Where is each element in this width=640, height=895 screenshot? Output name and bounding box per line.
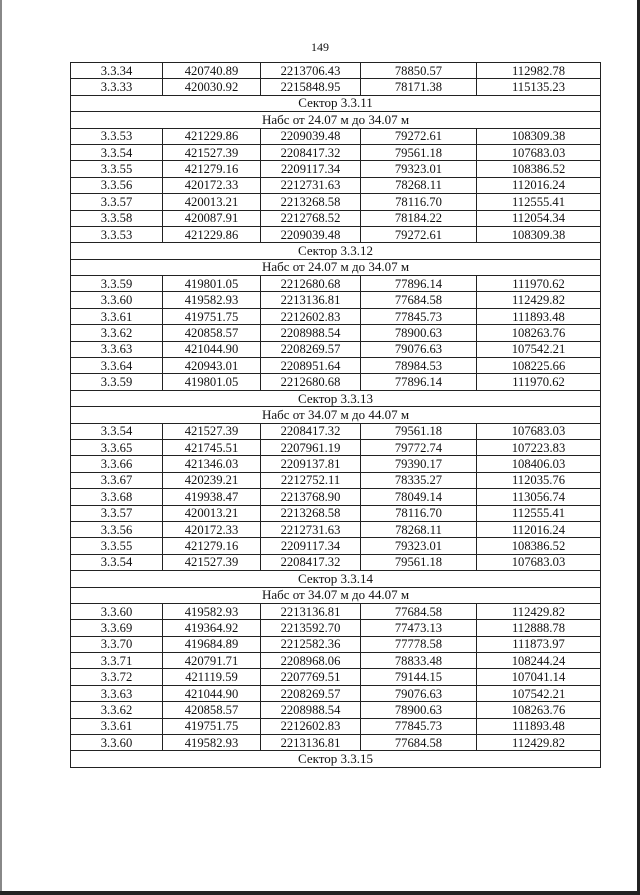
coord-x-cell: 420172.33 bbox=[163, 177, 261, 193]
coord-local-x-cell: 78984.53 bbox=[361, 358, 477, 374]
coord-x-cell: 421044.90 bbox=[163, 685, 261, 701]
coord-x-cell: 419582.93 bbox=[163, 292, 261, 308]
coord-local-x-cell: 78335.27 bbox=[361, 472, 477, 488]
coord-y-cell: 2213136.81 bbox=[261, 735, 361, 751]
table-row bbox=[71, 292, 601, 308]
coord-local-y-cell: 108386.52 bbox=[477, 161, 601, 177]
coord-x-cell: 421229.86 bbox=[163, 128, 261, 144]
coord-y-cell: 2213136.81 bbox=[261, 292, 361, 308]
table-row bbox=[71, 718, 601, 734]
coord-x-cell: 420172.33 bbox=[163, 521, 261, 537]
coord-x-cell: 421279.16 bbox=[163, 161, 261, 177]
coord-x-cell: 421745.51 bbox=[163, 439, 261, 455]
table-row bbox=[71, 210, 601, 226]
point-id-cell: 3.3.60 bbox=[71, 735, 163, 751]
coord-x-cell: 421044.90 bbox=[163, 341, 261, 357]
coord-local-x-cell: 78900.63 bbox=[361, 702, 477, 718]
coord-x-cell: 420013.21 bbox=[163, 194, 261, 210]
coord-y-cell: 2212602.83 bbox=[261, 718, 361, 734]
coord-x-cell: 419751.75 bbox=[163, 718, 261, 734]
coord-local-y-cell: 112429.82 bbox=[477, 292, 601, 308]
point-id-cell: 3.3.58 bbox=[71, 210, 163, 226]
table-row bbox=[71, 177, 601, 193]
coordinates-table-body bbox=[71, 63, 601, 768]
coord-y-cell: 2213268.58 bbox=[261, 194, 361, 210]
sector-title: Сектор 3.3.13 bbox=[71, 390, 601, 406]
coord-local-x-cell: 78116.70 bbox=[361, 194, 477, 210]
point-id-cell: 3.3.34 bbox=[71, 63, 163, 79]
table-row bbox=[71, 472, 601, 488]
point-id-cell: 3.3.56 bbox=[71, 177, 163, 193]
coord-y-cell: 2209117.34 bbox=[261, 538, 361, 554]
sector-header-row bbox=[71, 243, 601, 259]
coord-local-y-cell: 112035.76 bbox=[477, 472, 601, 488]
coord-y-cell: 2212768.52 bbox=[261, 210, 361, 226]
coord-y-cell: 2208417.32 bbox=[261, 423, 361, 439]
sector-depth-range: Набс от 34.07 м до 44.07 м bbox=[71, 407, 601, 423]
sector-header-row bbox=[71, 571, 601, 587]
coord-local-y-cell: 111893.48 bbox=[477, 308, 601, 324]
coord-y-cell: 2209039.48 bbox=[261, 128, 361, 144]
coord-local-y-cell: 112429.82 bbox=[477, 603, 601, 619]
sector-title: Сектор 3.3.12 bbox=[71, 243, 601, 259]
table-row bbox=[71, 653, 601, 669]
coord-local-x-cell: 77684.58 bbox=[361, 292, 477, 308]
table-row bbox=[71, 521, 601, 537]
point-id-cell: 3.3.53 bbox=[71, 226, 163, 242]
coord-local-y-cell: 115135.23 bbox=[477, 79, 601, 95]
coord-local-x-cell: 77473.13 bbox=[361, 620, 477, 636]
point-id-cell: 3.3.60 bbox=[71, 603, 163, 619]
coord-x-cell: 421527.39 bbox=[163, 144, 261, 160]
table-row bbox=[71, 79, 601, 95]
coord-x-cell: 421279.16 bbox=[163, 538, 261, 554]
coord-local-y-cell: 108386.52 bbox=[477, 538, 601, 554]
point-id-cell: 3.3.57 bbox=[71, 194, 163, 210]
coord-local-x-cell: 77896.14 bbox=[361, 374, 477, 390]
table-row bbox=[71, 325, 601, 341]
coordinates-table bbox=[70, 62, 601, 768]
coord-local-y-cell: 107683.03 bbox=[477, 554, 601, 570]
point-id-cell: 3.3.61 bbox=[71, 718, 163, 734]
table-row bbox=[71, 341, 601, 357]
sector-title: Сектор 3.3.15 bbox=[71, 751, 601, 767]
coord-local-y-cell: 107683.03 bbox=[477, 423, 601, 439]
coord-local-x-cell: 78850.57 bbox=[361, 63, 477, 79]
table-row bbox=[71, 423, 601, 439]
coord-y-cell: 2208988.54 bbox=[261, 702, 361, 718]
sector-depth-range: Набс от 24.07 м до 34.07 м bbox=[71, 259, 601, 275]
coord-x-cell: 419751.75 bbox=[163, 308, 261, 324]
coord-y-cell: 2209039.48 bbox=[261, 226, 361, 242]
coord-y-cell: 2215848.95 bbox=[261, 79, 361, 95]
table-row bbox=[71, 308, 601, 324]
point-id-cell: 3.3.60 bbox=[71, 292, 163, 308]
coord-local-x-cell: 79272.61 bbox=[361, 226, 477, 242]
coord-x-cell: 421346.03 bbox=[163, 456, 261, 472]
point-id-cell: 3.3.53 bbox=[71, 128, 163, 144]
coord-y-cell: 2212680.68 bbox=[261, 374, 361, 390]
coord-local-x-cell: 79772.74 bbox=[361, 439, 477, 455]
coord-local-x-cell: 79323.01 bbox=[361, 538, 477, 554]
coord-local-y-cell: 112888.78 bbox=[477, 620, 601, 636]
coord-x-cell: 419684.89 bbox=[163, 636, 261, 652]
point-id-cell: 3.3.55 bbox=[71, 538, 163, 554]
coord-local-y-cell: 108225.66 bbox=[477, 358, 601, 374]
point-id-cell: 3.3.59 bbox=[71, 276, 163, 292]
table-row bbox=[71, 161, 601, 177]
sector-title: Сектор 3.3.14 bbox=[71, 571, 601, 587]
coord-local-y-cell: 111970.62 bbox=[477, 374, 601, 390]
point-id-cell: 3.3.61 bbox=[71, 308, 163, 324]
coord-x-cell: 420791.71 bbox=[163, 653, 261, 669]
table-row bbox=[71, 456, 601, 472]
coord-local-x-cell: 77778.58 bbox=[361, 636, 477, 652]
coord-x-cell: 420087.91 bbox=[163, 210, 261, 226]
coord-local-y-cell: 111970.62 bbox=[477, 276, 601, 292]
table-row bbox=[71, 735, 601, 751]
coord-y-cell: 2207769.51 bbox=[261, 669, 361, 685]
coord-local-x-cell: 78268.11 bbox=[361, 521, 477, 537]
point-id-cell: 3.3.54 bbox=[71, 554, 163, 570]
point-id-cell: 3.3.54 bbox=[71, 144, 163, 160]
coord-local-y-cell: 108263.76 bbox=[477, 702, 601, 718]
coord-local-y-cell: 112016.24 bbox=[477, 521, 601, 537]
table-row bbox=[71, 489, 601, 505]
table-row bbox=[71, 358, 601, 374]
sector-depth-range: Набс от 24.07 м до 34.07 м bbox=[71, 112, 601, 128]
coord-local-y-cell: 112982.78 bbox=[477, 63, 601, 79]
coord-local-x-cell: 77896.14 bbox=[361, 276, 477, 292]
table-row bbox=[71, 702, 601, 718]
point-id-cell: 3.3.72 bbox=[71, 669, 163, 685]
sector-header-row bbox=[71, 95, 601, 111]
table-row bbox=[71, 128, 601, 144]
coord-y-cell: 2212752.11 bbox=[261, 472, 361, 488]
coord-local-x-cell: 78900.63 bbox=[361, 325, 477, 341]
coord-y-cell: 2213268.58 bbox=[261, 505, 361, 521]
coord-local-x-cell: 77845.73 bbox=[361, 718, 477, 734]
coord-local-y-cell: 107683.03 bbox=[477, 144, 601, 160]
table-row bbox=[71, 226, 601, 242]
coord-local-y-cell: 107223.83 bbox=[477, 439, 601, 455]
coord-x-cell: 419938.47 bbox=[163, 489, 261, 505]
point-id-cell: 3.3.33 bbox=[71, 79, 163, 95]
table-row bbox=[71, 194, 601, 210]
table-row bbox=[71, 374, 601, 390]
coord-local-x-cell: 79144.15 bbox=[361, 669, 477, 685]
coord-local-x-cell: 78171.38 bbox=[361, 79, 477, 95]
table-row bbox=[71, 636, 601, 652]
point-id-cell: 3.3.62 bbox=[71, 702, 163, 718]
table-row bbox=[71, 439, 601, 455]
coord-x-cell: 420239.21 bbox=[163, 472, 261, 488]
point-id-cell: 3.3.63 bbox=[71, 685, 163, 701]
page-number: 149 bbox=[311, 40, 329, 54]
coord-x-cell: 419801.05 bbox=[163, 374, 261, 390]
coord-local-y-cell: 107542.21 bbox=[477, 341, 601, 357]
point-id-cell: 3.3.66 bbox=[71, 456, 163, 472]
coord-x-cell: 421119.59 bbox=[163, 669, 261, 685]
coord-local-y-cell: 112054.34 bbox=[477, 210, 601, 226]
sector-header-row bbox=[71, 751, 601, 767]
coord-x-cell: 419582.93 bbox=[163, 735, 261, 751]
sector-header-row bbox=[71, 587, 601, 603]
coord-local-x-cell: 79076.63 bbox=[361, 341, 477, 357]
point-id-cell: 3.3.67 bbox=[71, 472, 163, 488]
coord-local-y-cell: 107041.14 bbox=[477, 669, 601, 685]
coord-x-cell: 419364.92 bbox=[163, 620, 261, 636]
point-id-cell: 3.3.55 bbox=[71, 161, 163, 177]
coord-x-cell: 420858.57 bbox=[163, 702, 261, 718]
point-id-cell: 3.3.69 bbox=[71, 620, 163, 636]
scan-edge-bottom bbox=[0, 891, 640, 895]
sector-header-row bbox=[71, 112, 601, 128]
coord-local-x-cell: 79561.18 bbox=[361, 554, 477, 570]
sector-header-row bbox=[71, 407, 601, 423]
table-row bbox=[71, 603, 601, 619]
table-row bbox=[71, 669, 601, 685]
point-id-cell: 3.3.64 bbox=[71, 358, 163, 374]
coord-local-x-cell: 78268.11 bbox=[361, 177, 477, 193]
coord-y-cell: 2213592.70 bbox=[261, 620, 361, 636]
coord-local-y-cell: 108406.03 bbox=[477, 456, 601, 472]
coord-x-cell: 420858.57 bbox=[163, 325, 261, 341]
coord-x-cell: 420740.89 bbox=[163, 63, 261, 79]
coord-local-x-cell: 79561.18 bbox=[361, 423, 477, 439]
coord-y-cell: 2208988.54 bbox=[261, 325, 361, 341]
coord-x-cell: 419801.05 bbox=[163, 276, 261, 292]
coord-y-cell: 2208417.32 bbox=[261, 554, 361, 570]
coord-x-cell: 420943.01 bbox=[163, 358, 261, 374]
coord-local-x-cell: 79272.61 bbox=[361, 128, 477, 144]
table-row bbox=[71, 554, 601, 570]
coord-x-cell: 421229.86 bbox=[163, 226, 261, 242]
coord-x-cell: 420030.92 bbox=[163, 79, 261, 95]
table-row bbox=[71, 620, 601, 636]
sector-header-row bbox=[71, 390, 601, 406]
coord-local-y-cell: 112429.82 bbox=[477, 735, 601, 751]
coord-local-x-cell: 79323.01 bbox=[361, 161, 477, 177]
coord-local-x-cell: 77845.73 bbox=[361, 308, 477, 324]
table-row bbox=[71, 538, 601, 554]
point-id-cell: 3.3.54 bbox=[71, 423, 163, 439]
point-id-cell: 3.3.65 bbox=[71, 439, 163, 455]
coord-local-y-cell: 112016.24 bbox=[477, 177, 601, 193]
coord-local-y-cell: 108244.24 bbox=[477, 653, 601, 669]
coord-local-y-cell: 112555.41 bbox=[477, 505, 601, 521]
coord-local-y-cell: 108309.38 bbox=[477, 226, 601, 242]
coord-local-y-cell: 107542.21 bbox=[477, 685, 601, 701]
coord-y-cell: 2208951.64 bbox=[261, 358, 361, 374]
coord-y-cell: 2208269.57 bbox=[261, 341, 361, 357]
coord-local-y-cell: 113056.74 bbox=[477, 489, 601, 505]
coord-local-x-cell: 78116.70 bbox=[361, 505, 477, 521]
coord-local-y-cell: 112555.41 bbox=[477, 194, 601, 210]
coord-y-cell: 2212582.36 bbox=[261, 636, 361, 652]
coord-y-cell: 2212680.68 bbox=[261, 276, 361, 292]
table-row bbox=[71, 685, 601, 701]
point-id-cell: 3.3.71 bbox=[71, 653, 163, 669]
table-row bbox=[71, 63, 601, 79]
coord-y-cell: 2208968.06 bbox=[261, 653, 361, 669]
coord-y-cell: 2213768.90 bbox=[261, 489, 361, 505]
coord-local-x-cell: 78833.48 bbox=[361, 653, 477, 669]
coord-y-cell: 2208269.57 bbox=[261, 685, 361, 701]
point-id-cell: 3.3.70 bbox=[71, 636, 163, 652]
coord-local-x-cell: 77684.58 bbox=[361, 735, 477, 751]
table-row bbox=[71, 505, 601, 521]
table-row bbox=[71, 276, 601, 292]
scan-edge-left bbox=[0, 0, 2, 895]
coord-x-cell: 419582.93 bbox=[163, 603, 261, 619]
coord-local-x-cell: 78184.22 bbox=[361, 210, 477, 226]
sector-header-row bbox=[71, 259, 601, 275]
coord-local-y-cell: 108309.38 bbox=[477, 128, 601, 144]
coord-local-y-cell: 111873.97 bbox=[477, 636, 601, 652]
coord-local-y-cell: 108263.76 bbox=[477, 325, 601, 341]
coord-local-x-cell: 77684.58 bbox=[361, 603, 477, 619]
coord-y-cell: 2213706.43 bbox=[261, 63, 361, 79]
coord-local-x-cell: 79561.18 bbox=[361, 144, 477, 160]
point-id-cell: 3.3.57 bbox=[71, 505, 163, 521]
point-id-cell: 3.3.59 bbox=[71, 374, 163, 390]
sector-depth-range: Набс от 34.07 м до 44.07 м bbox=[71, 587, 601, 603]
coord-x-cell: 421527.39 bbox=[163, 554, 261, 570]
point-id-cell: 3.3.56 bbox=[71, 521, 163, 537]
coord-x-cell: 421527.39 bbox=[163, 423, 261, 439]
coord-y-cell: 2209137.81 bbox=[261, 456, 361, 472]
coord-local-x-cell: 79390.17 bbox=[361, 456, 477, 472]
coord-x-cell: 420013.21 bbox=[163, 505, 261, 521]
coord-y-cell: 2209117.34 bbox=[261, 161, 361, 177]
sector-title: Сектор 3.3.11 bbox=[71, 95, 601, 111]
coord-y-cell: 2212731.63 bbox=[261, 177, 361, 193]
coord-y-cell: 2207961.19 bbox=[261, 439, 361, 455]
coord-y-cell: 2212602.83 bbox=[261, 308, 361, 324]
point-id-cell: 3.3.63 bbox=[71, 341, 163, 357]
point-id-cell: 3.3.62 bbox=[71, 325, 163, 341]
coord-local-x-cell: 79076.63 bbox=[361, 685, 477, 701]
table-row bbox=[71, 144, 601, 160]
coord-y-cell: 2213136.81 bbox=[261, 603, 361, 619]
coord-local-x-cell: 78049.14 bbox=[361, 489, 477, 505]
coord-y-cell: 2208417.32 bbox=[261, 144, 361, 160]
coord-y-cell: 2212731.63 bbox=[261, 521, 361, 537]
point-id-cell: 3.3.68 bbox=[71, 489, 163, 505]
coord-local-y-cell: 111893.48 bbox=[477, 718, 601, 734]
